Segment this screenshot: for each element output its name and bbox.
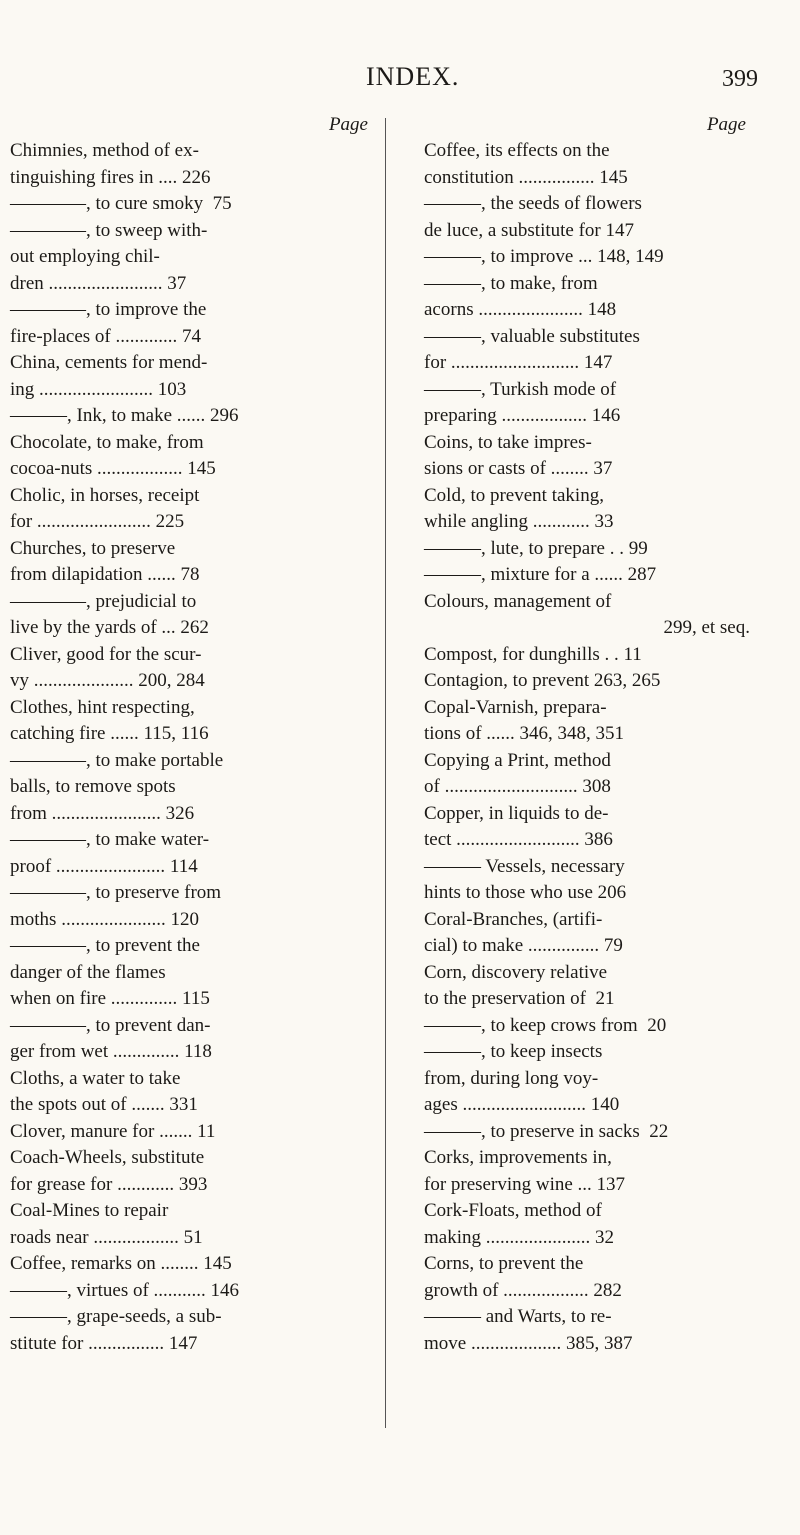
index-line: for grease for ............ 393 xyxy=(10,1173,208,1195)
index-line: the spots out of ....... 331 xyxy=(10,1094,198,1115)
index-line: ————, to preserve from xyxy=(10,882,222,903)
index-line: from ....................... 326 xyxy=(10,802,195,824)
index-line: Cliver, good for the scur- xyxy=(10,643,202,665)
index-line: ————, to make water- xyxy=(10,829,210,850)
page-header xyxy=(0,62,800,102)
column-heading: Page xyxy=(706,114,746,135)
index-line: hints to those who use 206 xyxy=(424,882,627,903)
index-line: ————, prejudicial to xyxy=(10,590,197,612)
index-line: Coffee, its effects on the xyxy=(424,140,610,161)
index-line: Cork-Floats, method of xyxy=(424,1200,602,1221)
index-line: making ...................... 32 xyxy=(424,1226,614,1248)
index-line: out employing chil- xyxy=(10,246,160,267)
index-entries xyxy=(424,138,750,1357)
index-line: Contagion, to prevent 263, 265 xyxy=(424,670,661,691)
index-line: vy ..................... 200, 284 xyxy=(10,670,205,691)
page-number: 399 xyxy=(722,66,758,92)
index-line: from dilapidation ...... 78 xyxy=(10,564,200,585)
index-line: ing ........................ 103 xyxy=(10,378,187,400)
index-line: Churches, to preserve xyxy=(10,537,176,559)
index-line: ———, the seeds of flowers xyxy=(424,193,642,214)
index-line: ———, valuable substitutes xyxy=(424,325,640,347)
index-column-left xyxy=(10,112,372,1357)
index-line: Coins, to take impres- xyxy=(424,431,592,453)
index-line: to the preservation of 21 xyxy=(424,988,615,1009)
index-line: stitute for ................ 147 xyxy=(10,1332,198,1354)
index-line: cial) to make ............... 79 xyxy=(424,935,623,956)
column-divider xyxy=(385,118,386,1428)
index-line: Chocolate, to make, from xyxy=(10,431,204,453)
index-line: Copal-Varnish, prepara- xyxy=(424,696,607,718)
index-line: Coral-Branches, (artifi- xyxy=(424,908,603,930)
index-line: ————, to prevent the xyxy=(10,935,200,956)
index-line: ———, lute, to prepare . . 99 xyxy=(424,537,648,559)
index-line: ———, Ink, to make ...... 296 xyxy=(10,405,239,426)
index-line: for ........................ 225 xyxy=(10,511,185,532)
index-line: for preserving wine ... 137 xyxy=(424,1173,626,1195)
running-title: INDEX. xyxy=(366,62,460,91)
index-line: tinguishing fires in .... 226 xyxy=(10,166,211,188)
index-entries xyxy=(10,138,372,1357)
index-line: for ........................... 147 xyxy=(424,352,613,373)
index-line: ——— and Warts, to re- xyxy=(424,1306,612,1327)
index-line: Clothes, hint respecting, xyxy=(10,696,195,718)
index-line: Copying a Print, method xyxy=(424,749,611,771)
column-heading: Page xyxy=(328,114,368,135)
index-line: ———, Turkish mode of xyxy=(424,378,617,400)
index-line: ———, mixture for a ...... 287 xyxy=(424,564,657,585)
index-line: Coach-Wheels, substitute xyxy=(10,1147,205,1168)
index-line: Chimnies, method of ex- xyxy=(10,140,199,161)
index-line: growth of .................. 282 xyxy=(424,1279,622,1301)
index-line: Coffee, remarks on ........ 145 xyxy=(10,1253,232,1274)
index-line: Colours, management of xyxy=(424,590,612,612)
index-line: ————, to prevent dan- xyxy=(10,1014,211,1036)
index-line: of ............................ 308 xyxy=(424,776,611,797)
index-line: ———, to keep insects xyxy=(424,1041,603,1062)
index-line: dren ........................ 37 xyxy=(10,272,187,294)
index-line: ages .......................... 140 xyxy=(424,1094,620,1115)
index-line: ———, virtues of ........... 146 xyxy=(10,1279,240,1301)
index-line: move ................... 385, 387 xyxy=(424,1332,633,1354)
index-line: ———, to improve ... 148, 149 xyxy=(424,246,664,267)
index-line: balls, to remove spots xyxy=(10,776,176,797)
index-line: catching fire ...... 115, 116 xyxy=(10,723,209,744)
index-line: Compost, for dunghills . . 11 xyxy=(424,643,642,665)
index-line: live by the yards of ... 262 xyxy=(10,617,209,638)
index-line: acorns ...................... 148 xyxy=(424,299,617,320)
index-line: ———, grape-seeds, a sub- xyxy=(10,1306,222,1327)
index-line: danger of the flames xyxy=(10,961,166,983)
index-line: Cold, to prevent taking, xyxy=(424,484,604,506)
index-line: sions or casts of ........ 37 xyxy=(424,458,613,479)
index-line: preparing .................. 146 xyxy=(424,405,621,426)
index-line: ————, to improve the xyxy=(10,299,207,320)
index-line: Cholic, in horses, receipt xyxy=(10,484,200,506)
index-line: de luce, a substitute for 147 xyxy=(424,219,635,241)
index-line: 299, et seq. xyxy=(663,617,750,638)
index-line: ————, to sweep with- xyxy=(10,219,208,241)
index-line: Coal-Mines to repair xyxy=(10,1200,169,1221)
index-line: ———, to preserve in sacks 22 xyxy=(424,1120,669,1142)
index-line: ger from wet .............. 118 xyxy=(10,1041,212,1062)
index-line: fire-places of ............. 74 xyxy=(10,325,201,347)
index-line: ————, to make portable xyxy=(10,749,224,771)
index-line: while angling ............ 33 xyxy=(424,511,614,532)
index-line: constitution ................ 145 xyxy=(424,166,628,188)
index-line: ———, to keep crows from 20 xyxy=(424,1014,667,1036)
index-line: China, cements for mend- xyxy=(10,352,208,373)
index-line: moths ...................... 120 xyxy=(10,908,199,930)
index-line: tions of ...... 346, 348, 351 xyxy=(424,723,625,744)
index-line: Clover, manure for ....... 11 xyxy=(10,1120,216,1142)
index-line: Copper, in liquids to de- xyxy=(424,802,609,824)
index-column-right xyxy=(424,112,750,1357)
index-line: tect .......................... 386 xyxy=(424,829,613,850)
index-line: Cloths, a water to take xyxy=(10,1067,181,1089)
index-line: when on fire .............. 115 xyxy=(10,988,210,1009)
index-line: Corks, improvements in, xyxy=(424,1147,612,1168)
index-line: from, during long voy- xyxy=(424,1067,599,1089)
index-line: ————, to cure smoky 75 xyxy=(10,193,232,214)
index-line: cocoa-nuts .................. 145 xyxy=(10,458,216,479)
index-line: proof ....................... 114 xyxy=(10,855,198,877)
index-line: ———, to make, from xyxy=(424,272,598,294)
index-line: ——— Vessels, necessary xyxy=(424,855,625,877)
index-line: roads near .................. 51 xyxy=(10,1226,203,1248)
index-line: Corns, to prevent the xyxy=(424,1253,584,1274)
index-line: Corn, discovery relative xyxy=(424,961,608,983)
